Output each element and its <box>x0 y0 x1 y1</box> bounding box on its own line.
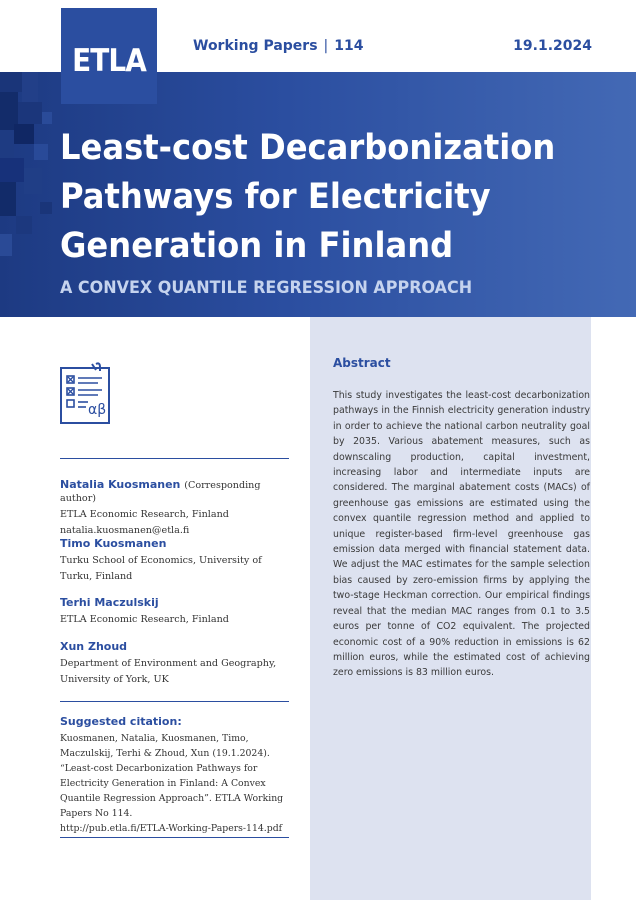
author-block <box>60 640 292 688</box>
paper-subtitle: A CONVEX QUANTILE REGRESSION APPROACH <box>60 278 473 298</box>
author-affiliation: Turku School of Economics, University of Turku, Finland <box>60 555 262 582</box>
etla-logo <box>61 8 157 104</box>
author-name: Xun Zhoud <box>60 640 128 653</box>
decor-pixel <box>40 202 52 214</box>
series-separator: | <box>323 38 329 54</box>
paper-title: Least-cost Decarbonization Pathways for Electricity Generation in Finland <box>60 128 556 266</box>
citation-text: Kuosmanen, Natalia, Kuosmanen, Timo, Maczulskij, Terhi & Zhoud, Xun (19.1.2024). “Least-cost Decarbonization Pathways for Electricity Generation in Finland: A Convex Quantile Regression Approach”. ETLA Working Papers No 114. <box>60 733 284 819</box>
series-label <box>193 38 363 54</box>
hero-banner <box>0 72 636 317</box>
author-block <box>60 478 292 539</box>
decor-pixel <box>0 234 12 256</box>
decor-pixel <box>16 216 32 234</box>
decor-pixel <box>24 168 42 194</box>
author-email[interactable]: natalia.kuosmanen@etla.fi <box>60 525 190 536</box>
decor-pixel <box>22 72 38 102</box>
author-note: (Corresponding author) <box>60 480 261 504</box>
decor-pixel <box>42 112 52 124</box>
author-name-wrap <box>60 478 292 504</box>
decor-pixel <box>0 130 14 158</box>
citation-body <box>60 731 292 836</box>
citation-heading: Suggested citation: <box>60 715 182 728</box>
author-name: Timo Kuosmanen <box>60 537 167 550</box>
series-name: Working Papers <box>193 38 318 54</box>
abstract-heading: Abstract <box>333 356 391 370</box>
decor-pixel <box>0 72 22 92</box>
author-block <box>60 596 292 628</box>
author-affiliation: ETLA Economic Research, Finland <box>60 509 229 520</box>
logo-text: ETLA <box>72 43 146 79</box>
author-affiliation-wrap <box>60 507 292 539</box>
author-affiliation: Department of Environment and Geography, University of York, UK <box>60 658 277 685</box>
svg-text:αβ: αβ <box>88 402 107 418</box>
author-name: Terhi Maczulskij <box>60 596 159 609</box>
author-name: Natalia Kuosmanen <box>60 478 181 491</box>
decor-pixel <box>0 182 16 216</box>
series-number: 114 <box>334 38 364 54</box>
divider-top <box>60 458 289 459</box>
decor-pixel <box>14 124 34 144</box>
decor-pixel <box>0 158 24 182</box>
decor-pixel <box>34 144 48 160</box>
author-affiliation: ETLA Economic Research, Finland <box>60 614 229 625</box>
publication-date: 19.1.2024 <box>513 38 592 54</box>
decor-pixel <box>18 102 42 124</box>
divider-middle <box>60 701 289 702</box>
abstract-text: This study investigates the least-cost decarbonization pathways in the Finnish electricity generation industry in order to achieve the national carbon neutrality goal by 2035. Various abatement measures, such as downscaling production, capital investment, increasing labor and intermediate inputs are considered. The marginal abatement costs (MACs) of greenhouse gas emissions are estimated using the convex quantile regression method and applied to unique register-based firm-level greenhouse gas emission data merged with financial statement data. We adjust the MAC estimates for the sample selection bias caused by zero-emission firms by applying the two-stage Heckman correction. Our empirical findings reveal that the median MAC ranges from 0.1 to 3.5 euros per tonne of CO2 equivalent. The projected economic cost of a 90% reduction in emissions is 62 million euros, while the estimated cost of achieving zero emissions is 83 million euros. <box>333 390 590 679</box>
author-block <box>60 537 292 585</box>
document-checklist-icon <box>58 360 114 426</box>
divider-bottom <box>60 837 289 838</box>
citation-url[interactable]: http://pub.etla.fi/ETLA-Working-Papers-114.pdf <box>60 823 283 834</box>
